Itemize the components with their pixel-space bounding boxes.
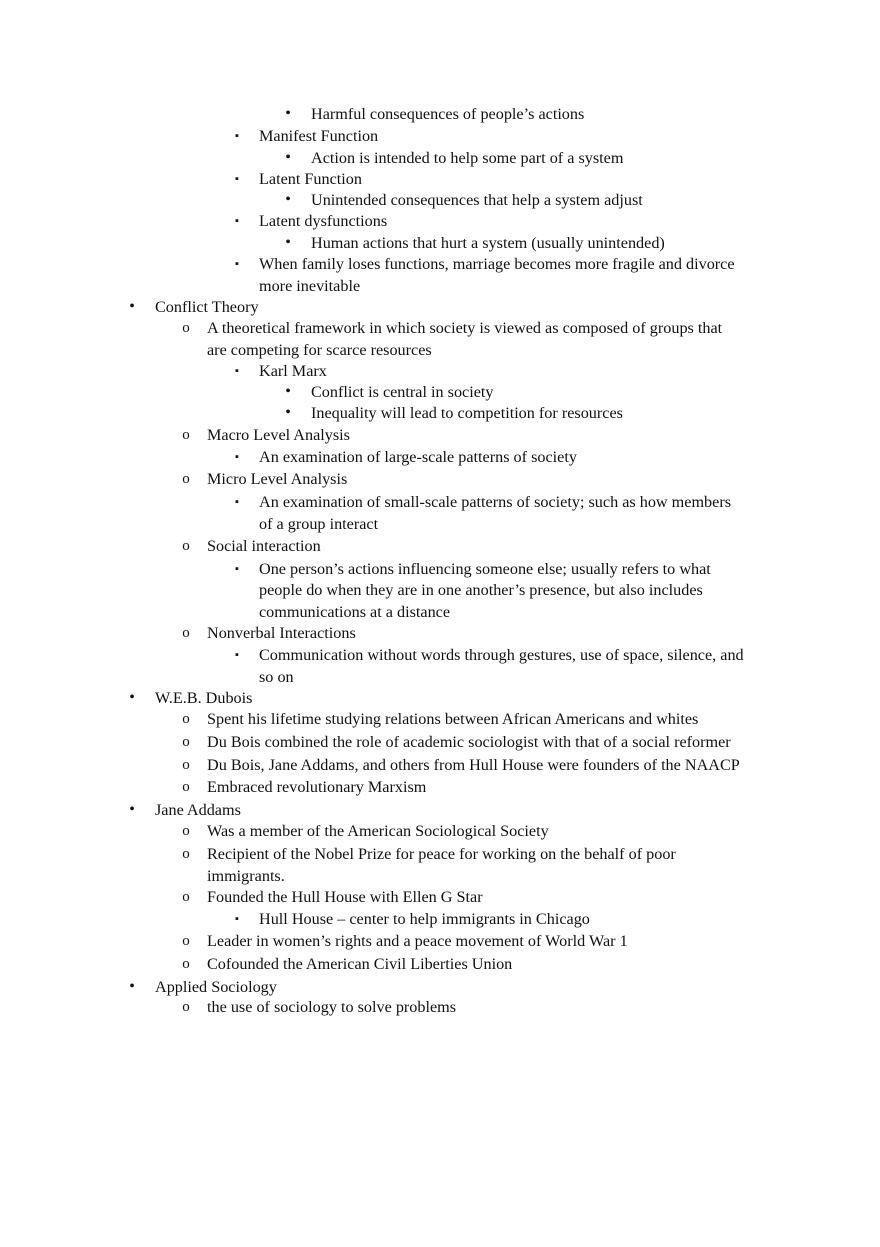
list-item-continuation: more inevitable <box>259 277 361 295</box>
list-item: Embraced revolutionary Marxism <box>207 778 427 796</box>
list-item: Spent his lifetime studying relations between African Americans and whites <box>207 710 699 728</box>
list-item: Du Bois combined the role of academic sociologist with that of a social reformer <box>207 733 731 751</box>
list-item: An examination of small-scale patterns of society; such as how members <box>259 493 732 511</box>
circle-bullet-marker: o <box>182 999 190 1015</box>
circle-bullet-marker: o <box>182 889 190 905</box>
list-item: Micro Level Analysis <box>207 470 348 488</box>
list-item-continuation: of a group interact <box>259 515 379 533</box>
square-bullet-marker: ▪ <box>235 913 239 925</box>
list-item: Hull House – center to help immigrants in Chicago <box>259 910 590 928</box>
list-item: Action is intended to help some part of a system <box>311 149 624 167</box>
list-item: A theoretical framework in which society is viewed as composed of groups that <box>207 319 723 337</box>
bullet-marker: • <box>285 404 291 421</box>
list-item-continuation: people do when they are in one another’s presence, but also includes <box>259 581 703 599</box>
square-bullet-marker: ▪ <box>235 130 239 142</box>
square-bullet-marker: ▪ <box>235 649 239 661</box>
list-item: An examination of large-scale patterns of society <box>259 448 577 466</box>
section-heading: Conflict Theory <box>155 298 259 316</box>
bullet-marker: • <box>285 105 291 122</box>
bullet-marker: • <box>285 234 291 251</box>
circle-bullet-marker: o <box>182 933 190 949</box>
circle-bullet-marker: o <box>182 711 190 727</box>
circle-bullet-marker: o <box>182 625 190 641</box>
list-item: Communication without words through gestures, use of space, silence, and <box>259 646 744 664</box>
bullet-marker: • <box>129 298 135 315</box>
circle-bullet-marker: o <box>182 779 190 795</box>
list-item: Social interaction <box>207 537 321 555</box>
list-item-continuation: so on <box>259 668 294 686</box>
list-item: One person’s actions influencing someone else; usually refers to what <box>259 560 711 578</box>
list-item: the use of sociology to solve problems <box>207 998 457 1016</box>
bullet-marker: • <box>129 978 135 995</box>
bullet-marker: • <box>285 383 291 400</box>
square-bullet-marker: ▪ <box>235 563 239 575</box>
square-bullet-marker: ▪ <box>235 173 239 185</box>
circle-bullet-marker: o <box>182 846 190 862</box>
square-bullet-marker: ▪ <box>235 451 239 463</box>
circle-bullet-marker: o <box>182 320 190 336</box>
bullet-marker: • <box>285 149 291 166</box>
bullet-marker: • <box>129 689 135 706</box>
section-heading: Jane Addams <box>155 801 241 819</box>
circle-bullet-marker: o <box>182 757 190 773</box>
circle-bullet-marker: o <box>182 427 190 443</box>
list-item: Cofounded the American Civil Liberties Union <box>207 955 513 973</box>
section-heading: Applied Sociology <box>155 978 277 996</box>
circle-bullet-marker: o <box>182 823 190 839</box>
circle-bullet-marker: o <box>182 471 190 487</box>
list-item: When family loses functions, marriage becomes more fragile and divorce <box>259 255 735 273</box>
list-item: Latent Function <box>259 170 362 188</box>
list-item: Latent dysfunctions <box>259 212 388 230</box>
list-item: Du Bois, Jane Addams, and others from Hull House were founders of the NAACP <box>207 756 740 774</box>
list-item: Founded the Hull House with Ellen G Star <box>207 888 483 906</box>
list-item: Karl Marx <box>259 362 327 380</box>
list-item: Leader in women’s rights and a peace movement of World War 1 <box>207 932 628 950</box>
list-item: Harmful consequences of people’s actions <box>311 105 585 123</box>
square-bullet-marker: ▪ <box>235 258 239 270</box>
square-bullet-marker: ▪ <box>235 215 239 227</box>
section-heading: W.E.B. Dubois <box>155 689 253 707</box>
list-item: Was a member of the American Sociological Society <box>207 822 549 840</box>
list-item: Unintended consequences that help a system adjust <box>311 191 643 209</box>
square-bullet-marker: ▪ <box>235 496 239 508</box>
list-item: Recipient of the Nobel Prize for peace for working on the behalf of poor <box>207 845 676 863</box>
circle-bullet-marker: o <box>182 734 190 750</box>
square-bullet-marker: ▪ <box>235 365 239 377</box>
list-item: Conflict is central in society <box>311 383 494 401</box>
circle-bullet-marker: o <box>182 538 190 554</box>
list-item-continuation: communications at a distance <box>259 603 451 621</box>
list-item: Nonverbal Interactions <box>207 624 356 642</box>
bullet-marker: • <box>285 191 291 208</box>
list-item: Manifest Function <box>259 127 379 145</box>
list-item-continuation: immigrants. <box>207 867 285 885</box>
bullet-marker: • <box>129 801 135 818</box>
circle-bullet-marker: o <box>182 956 190 972</box>
list-item: Human actions that hurt a system (usually unintended) <box>311 234 665 252</box>
list-item-continuation: are competing for scarce resources <box>207 341 432 359</box>
list-item: Macro Level Analysis <box>207 426 350 444</box>
list-item: Inequality will lead to competition for resources <box>311 404 623 422</box>
